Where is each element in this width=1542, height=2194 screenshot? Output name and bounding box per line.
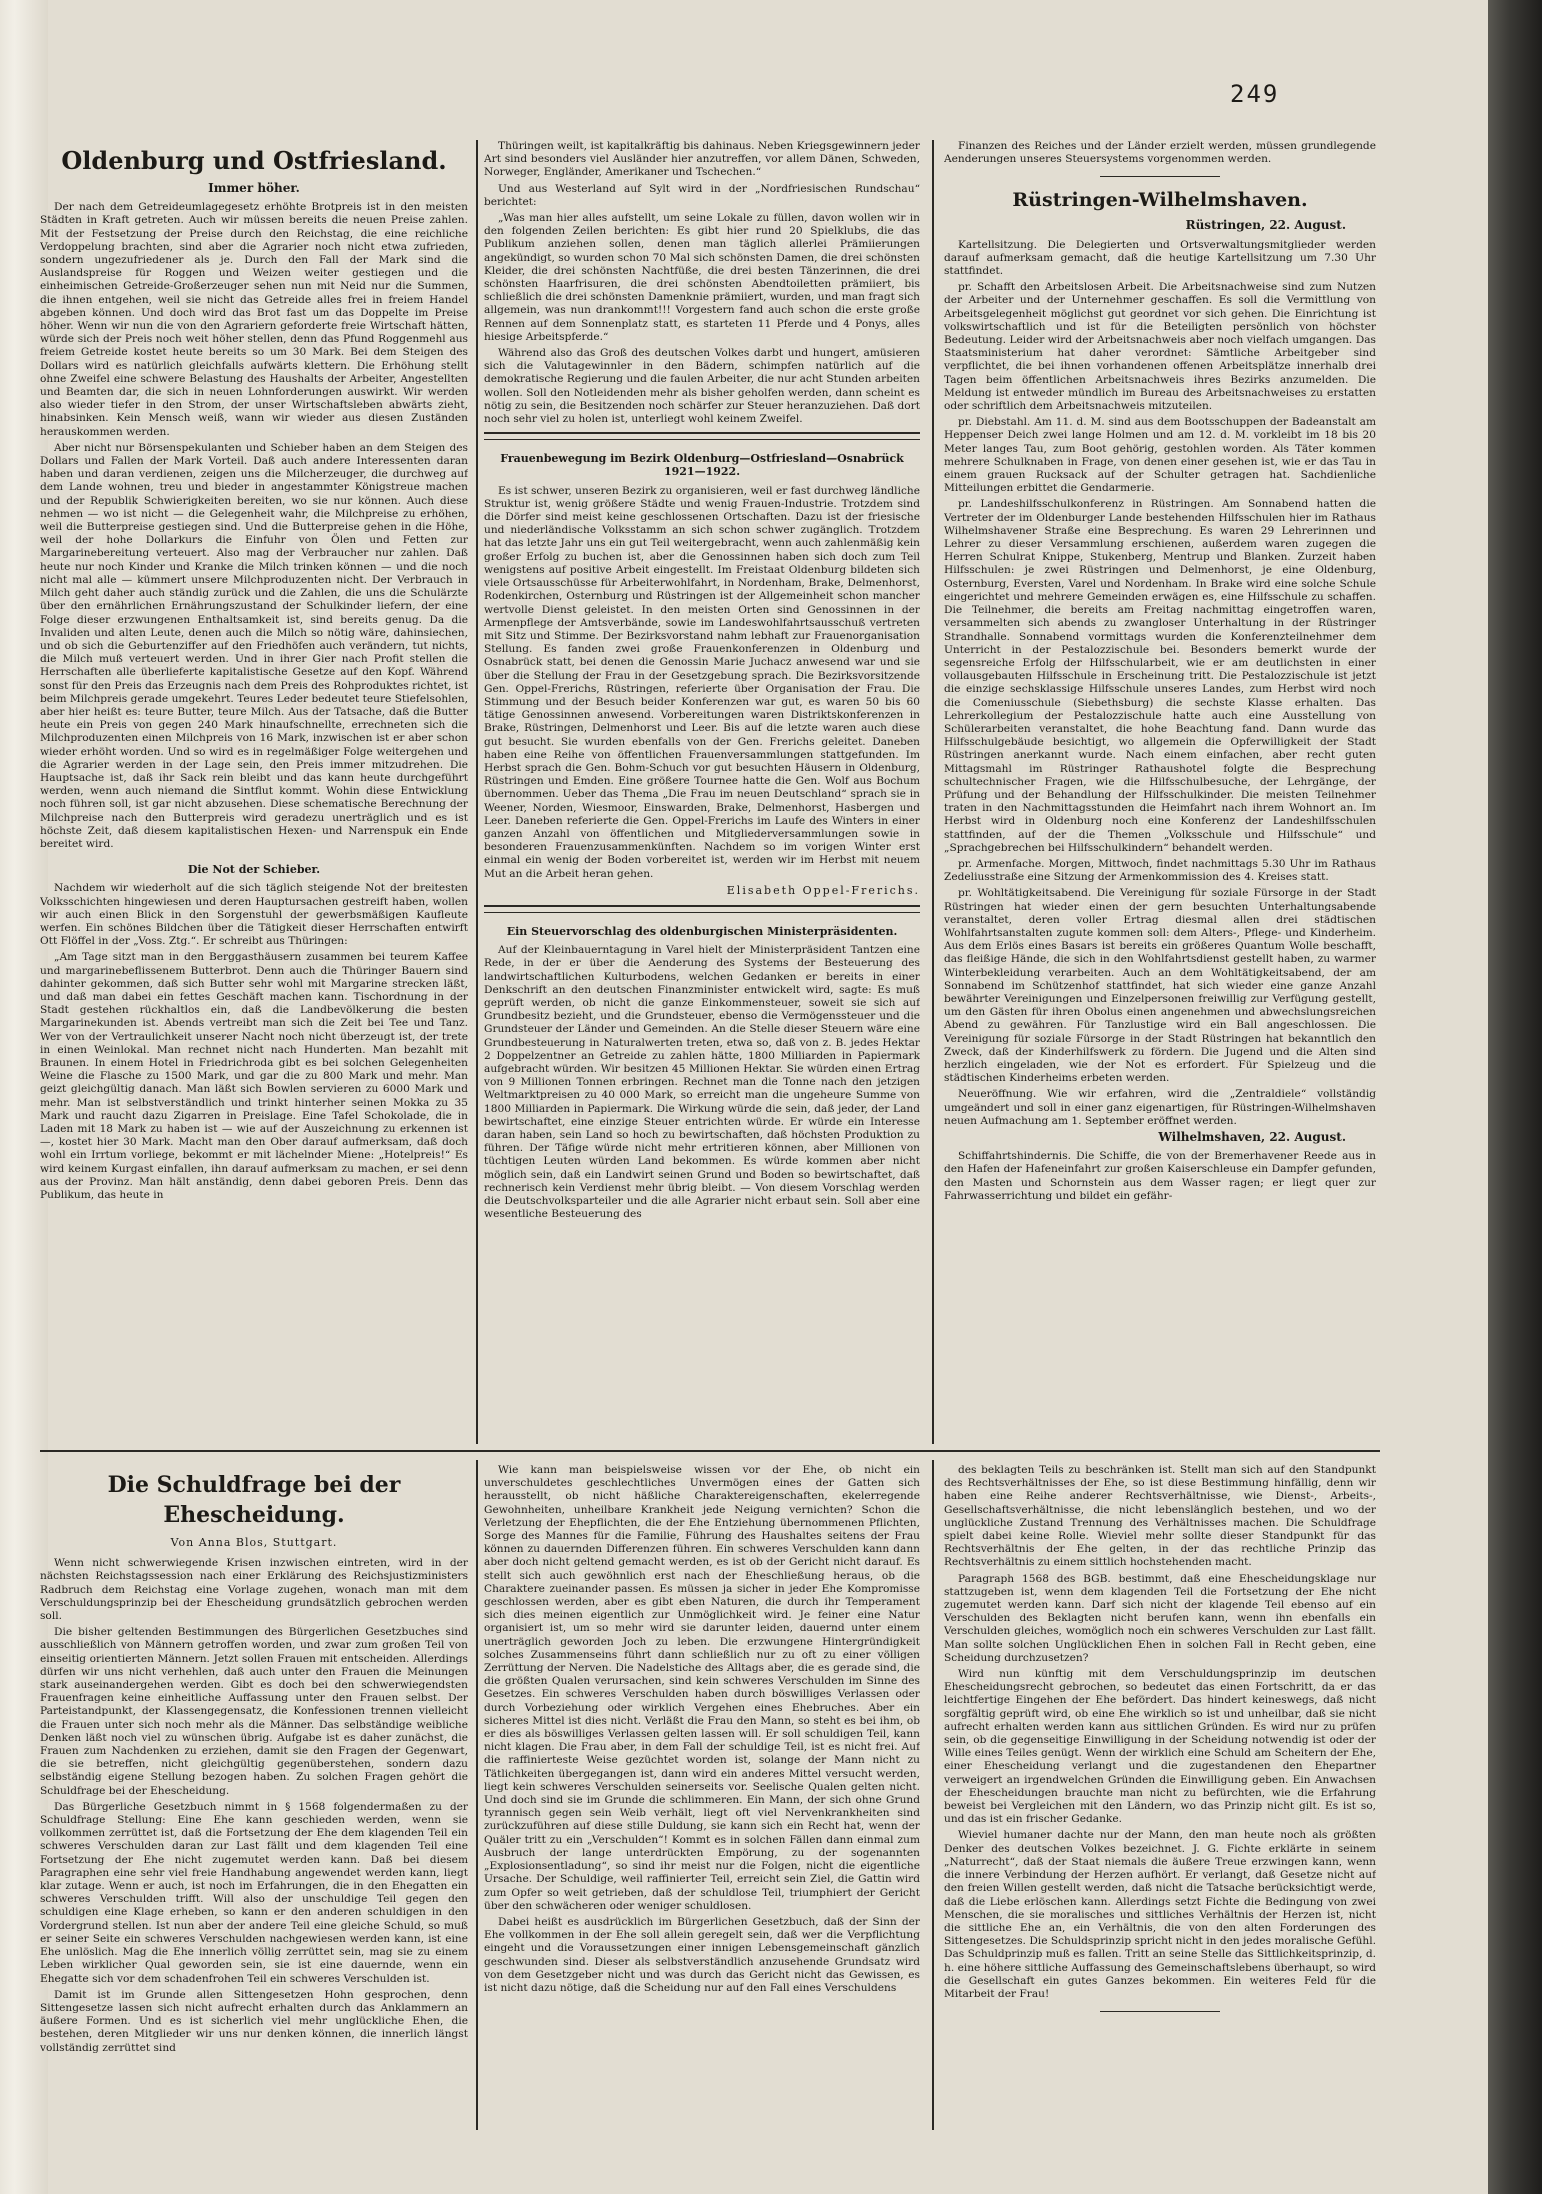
paragraph: pr. Schafft den Arbeitslosen Arbeit. Die Arbeitsnachweise sind zum Nutzen der Arbeiter und der Unternehmer geschaffen. Es soll die Vermittlung von Arbeitsgelegenheit möglichst gut geordnet vor sich gehen. Die Einrichtung ist volkswirtschaftlich und ist für die Beteiligten persönlich von höchster Bedeutung. Leider wird der Arbeitsnachweis aber noch vielfach umgangen. Das Staatsministerium hat daher verordnet: Sämtliche Arbeitgeber sind verpflichtet, die bei ihnen vorhandenen offenen Arbeitsplätze innerhalb drei Tagen beim öffentlichen Arbeitsnachweis ihres Bezirks anzumelden. Die Meldung ist entweder mündlich im Bureau des Arbeitsnachweises zu erstatten oder schriftlich dem Arbeitsnachweis mitzuteilen.	[944, 281, 1376, 413]
column-divider	[476, 140, 478, 1444]
paragraph: Und aus Westerland auf Sylt wird in der „Nordfriesischen Rundschau“ berichtet:	[484, 182, 920, 208]
section-heading-steuervorschlag: Ein Steuervorschlag des oldenburgischen Ministerpräsidenten.	[506, 924, 898, 938]
paragraph: pr. Wohltätigkeitsabend. Die Vereinigung für soziale Fürsorge in der Stadt Rüstringen hat wieder einen der gern besuchten Unterhaltungsabende veranstaltet, deren voller Ertrag diesmal allen drei städtischen Wohlfahrtsanstalten zugute kommen soll: dem Alters-, Pflege- und Kinderheim. Aus dem Erlös eines Basars ist bereits ein größeres Quantum Wolle beschafft, das fleißige Hände, die sich in den Wohlfahrtsdienst gestellt haben, zu warmer Winterbekleidung verarbeiten. Auch an dem Wohltätigkeitsabend, der am Sonnabend im Schützenhof stattfindet, hat sich wieder eine ganze Anzahl bewährter Vereinigungen und Einzelpersonen freiwillig zur Verfügung gestellt, um den Gästen für ihren Obolus einen angenehmen und abwechslungsreichen Abend zu gewähren. Für Tanzlustige wird ein Ball angeschlossen. Die Vereinigung für soziale Fürsorge in der Stadt Rüstringen hat bekanntlich den Zweck, daß der Kinderhilfswerk zu fördern. Die Jugend und die Alten sind herzlich eingeladen, wie der Not es erfordert. Für Spielzeug und die städtischen Kinderheims erbeten werden.	[944, 887, 1376, 1085]
paragraph: pr. Landeshilfsschulkonferenz in Rüstringen. Am Sonnabend hatten die Vertreter der im Oldenburger Lande bestehenden Hilfsschulen hier im Rathaus Wilhelmshavener Straße eine Besprechung. Es waren 29 Lehrerinnen und Lehrer zu dieser Versammlung erschienen, außerdem waren zugegen die Herren Schulrat Knippe, Stukenberg, Mentrup und Blanken. Zurzeit haben Hilfsschulen: je zwei Rüstringen und Delmenhorst, je eine Oldenburg, Osternburg, Eversten, Varel und Nordenham. In Brake wird eine solche Schule eingerichtet und mehrere Gemeinden erwägen es, eine Hilfsschule zu schaffen. Die Teilnehmer, die bereits am Freitag nachmittag eingetroffen waren, versammelten sich abends zu zwangloser Unterhaltung in der Rüstringer Strandhalle. Sonnabend vormittags wurden die Konferenzteilnehmer dem Unterricht in der Pestalozzischule bei. Besonders bemerkt wurde der segensreiche Erfolg der Hilfsschularbeit, wie er am deutlichsten in einer vollausgebauten Hilfsschule in Erscheinung tritt. Die Pestalozzischule ist jetzt die einzige sechsklassige Hilfsschule unseres Landes, zum Herbst wird noch die Comeniusschule (Siebethsburg) die sechste Klasse erhalten. Das Lehrerkollegium der Pestalozzischule hatte auch eine Ausstellung von Schülerarbeiten veranstaltet, die hohe Beachtung fand. Dann wurde das Hilfsschulgebäude besichtigt, wo allgemein die Opferwilligkeit der Stadt Rüstringen anerkannt wurde. Nach einem einfachen, aber recht guten Mittagsmahl im Rüstringer Rathaushotel folgte die Besprechung schultechnischer Fragen, wie die Hilfsschulbesuche, der Lehrgänge, der Prüfung und der Behandlung der Hilfsschulkinder. Die meisten Teilnehmer traten in den Nachmittagsstunden die Heimfahrt nach ihrem Wohnort an. Im Herbst wird in Oldenburg noch eine Konferenz der Landeshilfsschulen stattfinden, auf der die Themen „Volksschule und Hilfsschule“ und „Sprachgebrechen bei Hilfsschulkindern“ behandelt werden.	[944, 498, 1376, 854]
dateline: Rüstringen, 22. August.	[1185, 218, 1346, 233]
separator-rule	[1100, 176, 1220, 177]
paragraph: Thüringen weilt, ist kapitalkräftig bis dahinaus. Neben Kriegsgewinnern jeder Art sind besonders viel Ausländer hier anzutreffen, vor allem Dänen, Schweden, Norweger, Engländer, Amerikaner und Tschechen.“	[484, 140, 920, 179]
paragraph: Wieviel humaner dachte nur der Mann, den man heute noch als größten Denker des deutschen Volkes bezeichnet. J. G. Fichte erklärte in seinem „Naturrecht“, daß der Staat niemals die äußere Treue erzwingen kann, wenn die innere Verbindung der Herzen aufhört. Er verlangt, daß Gesetze nicht auf den freien Willen gestellt werden, daß nicht die Tatsache berücksichtigt werde, daß die Liebe erlöschen kann. Allerdings setzt Fichte die Bedingung von zwei Menschen, die sie moralisches und sittliches Verhältnis der Herzen ist, nicht die sittliche Ehe an, ein Verhältnis, die von den alten Forderungen des Sittengesetzes. Die Schuldsprinzip spricht nicht in den jedes moralische Gefühl. Das Schuldprinzip muß es fallen. Tritt an seine Stelle das Sittlichkeitsprinzip, d. h. eine höhere sittliche Auffassung des Gemeinschaftslebens überhaupt, so wird die Gesellschaft ein gutes Ganzes bekommen. Ein weiteres Feld für die Mitarbeit der Frau!	[944, 1829, 1376, 2000]
column-1	[40, 140, 468, 1442]
article-subtitle: Immer höher.	[208, 181, 300, 195]
column-divider	[476, 1460, 478, 2130]
column-4	[40, 1464, 468, 2124]
paragraph: Aber nicht nur Börsenspekulanten und Schieber haben an dem Steigen des Dollars und Fallen der Mark Vorteil. Daß auch andere Interessenten daran haben und daran verdienen, zeigen uns die Milcherzeuger, die durchweg auf dem Lande wohnen, treu und bieder in angestammter Königstreue machen und der Republik Schwierigkeiten bereiten, wo sie nur können. Auch diese nehmen — wo ist nicht — die Gelegenheit wahr, die Milchpreise zu erhöhen, weil die Butterpreise gestiegen sind. Und die Butterpreise gehen in die Höhe, weil der hohe Dollarkurs die Einfuhr von Ölen und Fetten zur Margarinebereitung verteuert. Also mag der Verbraucher nur zahlen. Daß heute nur noch Kinder und Kranke die Milch trinken können — und die noch nicht mal alle — kümmert unsere Milchproduzenten nicht. Der Verbrauch in Milch geht daher auch ständig zurück und die Zahlen, die uns die Schulärzte über den ernährlichen Ernährungszustand der Schulkinder liefern, der eine Folge dieser erzwungenen Enthaltsamkeit ist, sind bereits genug. Da die Invaliden und alten Leute, denen auch die Milch so nötig wäre, dahinsiechen, und ob sich die Geburtenziffer auf den Friedhöfen auch verändern, tut nichts, die Milch muß verteuert werden. Und in ihrer Gier nach Profit stellen die Herrschaften alle überlieferte kapitalistische Gesetze auf den Kopf. Während sonst für den Preis das Erzeugnis nach dem Preis des Rohproduktes richtet, ist beim Milchpreis gerade umgekehrt. Teures Leder bedeutet teure Stiefelsohlen, aber hier heißt es: teure Butter, teure Milch. Aus der Tatsache, daß die Butter heute ein Preis von gegen 240 Mark hinaufschnellte, errechneten sich die Milchproduzenten einen Milchpreis von 16 Mark, inzwischen ist er aber schon wieder erhöht worden. Und so wird es in regelmäßiger Folge weitergehen und die Agrarier werden in der Lage sein, den Preis immer mitzudrehen. Die Hauptsache ist, daß ihr Sack rein bleibt und das kann heute durchgeführt werden, wenn auch niemand die Sintflut kommt. Wohin diese Entwicklung noch führen soll, ist gar nicht abzusehen. Diese schematische Berechnung der Milchpreise nach den Butterpreis wird geradezu unerträglich und es ist höchste Zeit, daß diesem kapitalistischen Hexen- und Narrenspuk ein Ende bereitet wird.	[40, 441, 468, 850]
column-3	[944, 140, 1376, 1310]
column-5	[484, 1464, 920, 2124]
paragraph: Schiffahrtshindernis. Die Schiffe, die von der Bremerhavener Reede aus in den Hafen der Hafeneinfahrt zur großen Kaiserschleuse ein Dampfer gefunden, den Masten und Schornstein aus dem Wasser ragen; er liegt quer zur Fahrwasserrichtung und bildet ein gefähr-	[944, 1150, 1376, 1202]
paragraph: „Was man hier alles aufstellt, um seine Lokale zu füllen, davon wollen wir in den folgenden Zeilen berichten: Es gibt hier rund 20 Spielklubs, die das Publikum anziehen sollen, denen man täglich allerlei Prämiierungen angekündigt, so wurden schon 70 Mal sich schönsten Damen, die drei schönsten Kleider, die drei schönsten Nachtfüße, die drei besten Tänzerinnen, die drei schönsten Haarfrisuren, die drei schönsten Abendtoiletten prämiiert, bis schließlich die drei schönsten Damenknie prämiiert, wurden, und man fragt sich allgemein, was nun drankommt!!! Vorgestern fand auch schon die erste große Rennen auf dem Sonnenplatz statt, es starteten 11 Pferde und 4 Ponys, alles hiesige Arbeitspferde.“	[484, 212, 920, 343]
section-heading-frauenbewegung: Frauenbewegung im Bezirk Oldenburg—Ostfriesland—Osnabrück 1921—1922.	[500, 452, 904, 479]
paragraph: Wenn nicht schwerwiegende Krisen inzwischen eintreten, wird in der nächsten Reichstagssession nach einer Erklärung des Reichsjustizministers Radbruch dem Reichstag eine Vorlage zugehen, wonach man mit dem Verschuldungsprinzip bei der Ehescheidung grundsätzlich gebrochen werden soll.	[40, 1557, 468, 1623]
section-title-ruestringen: Rüstringen-Wilhelmshaven.	[1012, 189, 1308, 212]
byline: Von Anna Blos, Stuttgart.	[170, 1536, 338, 1549]
paragraph: Neueröffnung. Wie wir erfahren, wird die „Zentraldiele“ vollständig umgeändert und soll in einer ganz eigenartigen, für Rüstringen-Wilhelmshaven neuen Aufmachung am 1. September eröffnet werden.	[944, 1088, 1376, 1127]
author-signature: Elisabeth Oppel-Frerichs.	[726, 883, 920, 897]
page-number: 249	[1230, 80, 1280, 108]
paragraph: Damit ist im Grunde allen Sittengesetzen Hohn gesprochen, denn Sittengesetze lassen sich nicht aufrecht erhalten durch das Anklammern an äußere Formen. Und es ist sicherlich viel mehr unglückliche Ehen, die bestehen, deren Mitglieder wir uns nur denken können, die innerlich längst vollständig zerrüttet sind	[40, 1988, 468, 2054]
column-6	[944, 1464, 1376, 2124]
section-heading-schieber: Die Not der Schieber.	[187, 863, 321, 877]
paragraph: Auf der Kleinbauerntagung in Varel hielt der Ministerpräsident Tantzen eine Rede, in der er über die Aenderung des Systems der Besteuerung des landwirtschaftlichen Kulturbodens, welchen Gedanken er bereits in einer Denkschrift an den deutschen Finanzminister entwickelt wird, sagte: Es muß geprüft werden, ob nicht die ganze Einkommensteuer, soweit sie sich auf Grundbesitz bezieht, und die Grundsteuer, ebenso die Vermögenssteuer und die Grundsteuer der Länder und Gemeinden. An die Stelle dieser Steuern wäre eine Grundbesteuerung in Naturalwerten treten, etwa so, daß von z. B. jedes Hektar 2 Doppelzentner an Getreide zu zahlen hätte, 1800 Milliarden in Papiermark aufgebracht würden. Wir besitzen 45 Millionen Hektar. Sie würden einen Ertrag von 9 Millionen Tonnen erbringen. Rechnet man die Tonne nach den jetzigen Weltmarktpreisen zu 40 000 Mark, so erreicht man die ungeheure Summe von 1800 Milliarden in Papiermark. Die Wirkung würde die sein, daß jeder, der Land bewirtschaftet, eine einzige Steuer entrichten würde. Er würde ein Interesse daran haben, sein Land so hoch zu bewirtschaften, daß höchsten Produktion zu führen. Der Täfige würde nicht mehr ertritieren können, aber Millionen von tüchtigen Leuten würden Land bekommen. Es würde kommen aber nicht möglich sein, daß ein Landwirt seinen Grund und Boden so bewirtschaftet, daß rechnerisch kein Verdienst mehr übrig bleibt. — Von diesem Vorschlag werden die Deutschvolksparteiler und die alle Agrarier nicht erbaut sein. Soll aber eine wesentliche Besteuerung des	[484, 944, 920, 1221]
paragraph: des beklagten Teils zu beschränken ist. Stellt man sich auf den Standpunkt des Rechtsverhältnisses der Ehe, so ist diese Bestimmung hinfällig, denn wir haben eine Reihe anderer Rechtsverhältnisse, wie Dienst-, Arbeits-, Gesellschaftsverhältnisse, die nicht lebenslänglich bestehen, und wo der unglückliche Zustand Trennung des Verhältnisses machen. Die Schuldfrage spielt dabei keine Rolle. Wieviel mehr sollte dieser Standpunkt für das Rechtsverhältnis der Ehe gelten, in der das rechtliche Prinzip das Rechtsverhältnis zu einem sittlich hochstehenden macht.	[944, 1464, 1376, 1569]
paragraph: Wie kann man beispielsweise wissen vor der Ehe, ob nicht ein unverschuldetes geschlechtliches Unvermögen eines der Gatten sich herausstellt, ob nicht häßliche Charaktereigenschaften, ekelerregende Gewohnheiten, unheilbare Krankheit jede Neigung vernichten? Schon die Verletzung der Ehepflichten, die der Ehe Entziehung übernommenen Pflichten, Sorge des Mannes für die Familie, Führung des Haushaltes seitens der Frau können zu dauernden Differenzen führen. Ein schweres Verschulden kann dann aber doch nicht geltend gemacht werden, es ist ob der Gericht nicht darauf. Es stellt sich auch gewöhnlich erst nach der Eheschließung heraus, ob die Charaktere zueinander passen. Es müssen ja sicher in jeder Ehe Kompromisse geschlossen werden, aber es gibt eben Naturen, die durch ihr Temperament sich dies meinen eigentlich zur Unmöglichkeit wird. Je feiner eine Natur organisiert ist, um so mehr wird sie darunter leiden, dauernd unter einem unerträglich geworden Joch zu leben. Die erzwungene Hintergründigkeit solches Zusammenseins führt dann schließlich nur zu oft zu einer völligen Zerrüttung der Nerven. Die Nadelstiche des Alltags aber, die es gerade sind, die die größten Qualen verursachen, sind kein schweres Verschulden im Sinne des Gesetzes. Ein schweres Verschulden haben durch böswilliges Verlassen oder durch Vorbeziehung oder wirklich Vergehen eines Ehebruches. Aber ein sicheres Mittel ist dies nicht. Verläßt die Frau den Mann, so steht es bei ihm, ob er dies als böswilliges Verlassen gelten lassen will. Er soll schuldigen Teil, kann nicht klagen. Die Frau aber, in dem Fall der schuldige Teil, ist es nicht frei. Auf die raffinierteste Weise gezüchtet worden ist, solange der Mann nicht zu Tätlichkeiten übergegangen ist, dann wird ein anderes Mittel versucht werden, liegt kein schweres Verschulden seinerseits vor. Seelische Qualen gelten nicht. Und doch sind sie im Grunde die schlimmeren. Ein Mann, der sich ohne Grund tyrannisch gegen sein Weib verhält, liegt oft viel Nervenkrankheiten sind zurückzuführen auf diese stille Duldung, sie kann sich ein Recht hat, wenn der Quäler tritt zu ein „Verschulden“! Kommt es in solchen Fällen dann einmal zum Ausbruch der lange unterdrückten Empörung, zu der sogenannten „Explosionsentladung“, so sind ihr meist nur die Folgen, nicht die eigentliche Ursache. Der Schuldige, weil raffinierter Teil, erreicht sein Ziel, die Gattin wird zum Opfer so weit getrieben, daß der schuldlose Teil, triumphiert der Gericht über den schwächeren oder weniger schuldlosen.	[484, 1464, 920, 1912]
article-title-oldenburg: Oldenburg und Ostfriesland.	[61, 146, 447, 175]
paragraph: Nachdem wir wiederholt auf die sich täglich steigende Not der breitesten Volksschichten hingewiesen und deren Hauptursachen gestreift haben, wollen wir auch einen Blick in den Sorgenstuhl der gewerbsmäßigen Kaufleute werfen. Ein schönes Bildchen über die Tätigkeit dieser Herrschaften entwirft Ott Flöffel in der „Voss. Ztg.“. Er schreibt aus Thüringen:	[40, 882, 468, 948]
paragraph: Paragraph 1568 des BGB. bestimmt, daß eine Ehescheidungsklage nur stattzugeben ist, wenn dem klagenden Teil die Fortsetzung der Ehe nicht zugemutet werden kann. Darf sich nicht der klagende Teil ebenso auf ein Verschulden des Beklagten nicht berufen kann, wenn ihn ebenfalls ein Verschulden gleiches, womöglich noch ein schweres Verschulden zur Last fällt. Man sollte solchen Unglücklichen Ehen in solchen Fall in Recht geben, eine Scheidung durchzusetzen?	[944, 1572, 1376, 1664]
paragraph: Finanzen des Reiches und der Länder erzielt werden, müssen grundlegende Aenderungen unseres Steuersystems vorgenommen werden.	[944, 140, 1376, 166]
paragraph: Der nach dem Getreideumlagegesetz erhöhte Brotpreis ist in den meisten Städten in Kraft getreten. Auch wir müssen bereits die neuen Preise zahlen. Mit der Festsetzung der Preise durch den Reichstag, die eine reichliche Verdoppelung brachten, sind aber die Agrarier noch nicht etwa zufrieden, sondern ungezufriedener als je. Durch den Fall der Mark sind die Auslandspreise für Roggen und Weizen weiter gestiegen und die einheimischen Getreide-Großerzeuger sehen nun mit Neid nur die Summen, die ihnen entgehen, weil sie nicht das Getreide alles frei in freiem Handel abgeben können. Und doch wird das Brot fast um das Doppelte im Preise höher. Wenn wir nun die von den Agrariern geforderte freie Wirtschaft hätten, würde sich der Preis noch weit höher stellen, denn das Pfund Roggenmehl aus freiem Getreide kostet heute bereits so um 30 Mark. Bei dem Steigen des Dollars wird es natürlich gleichfalls aufwärts klettern. Die Erhöhung stellt ohne Zweifel eine schwere Belastung des Haushalts der Arbeiter, Angestellten und Beamten dar, die sich in neuen Lohnforderungen auswirkt. Wir werden also wieder tiefer in den Strom, der unser Wirtschaftsleben abwärts zieht, hinabsinken. Kein Mensch weiß, wann wir wieder aus diesen Zuständen herauskommen werden.	[40, 201, 468, 438]
paragraph: Kartellsitzung. Die Delegierten und Ortsverwaltungsmitglieder werden darauf aufmerksam gemacht, daß die heutige Kartellsitzung um 7.30 Uhr stattfindet.	[944, 238, 1376, 278]
paragraph: Die bisher geltenden Bestimmungen des Bürgerlichen Gesetzbuches sind ausschließlich von Männern getroffen worden, und zwar zum großen Teil von einseitig orientierten Männern. Jetzt sollen Frauen mit entscheiden. Allerdings dürfen wir uns nicht verhehlen, daß auch unter den Frauen die Meinungen stark auseinandergehen werden. Gibt es doch bei den schwerwiegendsten Frauenfragen keine einheitliche Auffassung unter den Frauen selbst. Der Parteistandpunkt, der Klassengegensatz, die Konfessionen trennen vielleicht die Frauen unter sich noch mehr als die Männer. Das selbständige weibliche Denken läßt noch viel zu wünschen übrig. Aufgabe ist es daher zunächst, die Frauen zum Nachdenken zu erziehen, damit sie den Fragen der Gegenwart, die sie betreffen, nicht gleichgültig gegenüberstehen, sondern dazu selbständig eigene Stellung bezogen haben. Zu solchen Fragen gehört die Schuldfrage bei der Ehescheidung.	[40, 1626, 468, 1797]
article-title-schuldfrage: Die Schuldfrage bei der Ehescheidung.	[107, 1472, 401, 1528]
paragraph: „Am Tage sitzt man in den Berggasthäusern zusammen bei teurem Kaffee und margarinebeflissenem Butterbrot. Denn auch die Thüringer Bauern sind dahinter gekommen, daß sich Butter sehr wohl mit Margarine strecken läßt, und daß man dabei ein fettes Geschäft machen kann. Tischordnung in der Stadt gestehen rückhaltlos ein, daß die Landbevölkerung die besten Margarinekunden ist. Abends vertreibt man sich die Zeit bei Tee und Tanz. Wer von der Vertraulichkeit unserer Nacht noch nicht überzeugt ist, der trete in einen Weinlokal. Man rechnet nicht nach Hunderten. Man bezahlt mit Braunen. In einem Hotel in Friedrichroda gibt es bei solchen Gelegenheiten Weine die Flasche zu 1500 Mark, und gar die zu 800 Mark und mehr. Man geizt gleichgültig danach. Man läßt sich Bowlen servieren zu 6000 Mark und mehr. Man ist selbstverständlich und trinkt hinterher seinen Mokka zu 35 Mark und raucht dazu Zigarren in Preislage. Eine Tafel Schokolade, die in Laden mit 18 Mark zu haben ist — wie auf der Auszeichnung zu erkennen ist —, kostet hier 30 Mark. Macht man den Ober darauf aufmerksam, daß doch wohl ein Irrtum vorliege, bekommt er mit lächelnder Miene: „Hotelpreis!“ Es wird keinem Kurgast einfallen, ihn darauf aufmerksam zu machen, er sei denn aus der Provinz. Man hält anständig, denn dabei geboren Preis. Denn das Publikum, das heute in	[40, 951, 468, 1202]
column-divider	[932, 140, 934, 1444]
column-divider	[932, 1460, 934, 2130]
paragraph: Das Bürgerliche Gesetzbuch nimmt in § 1568 folgendermaßen zu der Schuldfrage Stellung: Eine Ehe kann geschieden werden, wenn sie vollkommen zerrüttet ist, daß die Fortsetzung der Ehe dem klagenden Teil ein schweres Verschulden daran zur Last fällt und dem klagenden Teil eine Fortsetzung der Ehe nicht zugemutet werden kann. Daß bei diesem Paragraphen eine sehr viel freie Handhabung angewendet werden kann, liegt klar zutage. Wenn er auch, ist noch im Erfahrungen, die in den Ehegatten ein schweres Verschulden trifft. Will also der unschuldige Teil gegen den schuldigen eine Klage erheben, so kann er den anderen schuldigen in den Vordergrund stellen. Ist nun aber der andere Teil eine gleiche Schuld, so muß er seiner Seite ein schweres Verschulden nachgewiesen werden kann, ist eine Ehe unlöslich. Mag die Ehe innerlich völlig zerrüttet sein, mag sie zu einem Leben wirklicher Qual geworden sein, sie ist eine dauernde, wenn ein Ehegatte sich vor dem schadenfrohen Teil ein schweres Verschulden ist.	[40, 1800, 468, 1985]
paragraph: pr. Diebstahl. Am 11. d. M. sind aus dem Bootsschuppen der Badeanstalt am Heppenser Deich zwei lange Holmen und am 12. d. M. vorkleibt im 18 bis 20 Meter langes Tau, zum Boot gehörig, gestohlen worden. Als Täter kommen mehrere Schulknaben in Frage, von denen einer gesehen ist, wie er das Tau in einem grauen Rucksack auf der Schulter getragen hat. Sachdienliche Mitteilungen erbittet die Gendarmerie.	[944, 416, 1376, 495]
paragraph: Es ist schwer, unseren Bezirk zu organisieren, weil er fast durchweg ländliche Struktur ist, wenig größere Städte und wenig Frauen-Industrie. Trotzdem sind die Dörfer sind meist keine geschlossenen Ortschaften. Dazu ist der friesische und niederländische Volksstamm an sich schon schwer zugänglich. Trotzdem hat das letzte Jahr uns ein gut Teil weitergebracht, wenn auch zahlenmäßig kein großer Erfolg zu buchen ist, aber die Genossinnen haben sich doch zum Teil wenigstens auf positive Arbeit eingestellt. Im Freistaat Oldenburg bildeten sich viele Ortsausschüsse für Arbeiterwohlfahrt, in Nordenham, Brake, Delmenhorst, Rodenkirchen, Osternburg und Rüstringen ist der Allgemeinheit schon mancher wertvolle Dienst geleistet. In den meisten Orten sind Genossinnen in der Armenpflege der Amtsverbände, sowie im Landeswohlfahrtsausschuß vertreten mit Sitz und Stimme. Der Bezirksvorstand nahm lebhaft zur Frauenorganisation Stellung. Es fanden zwei große Frauenkonferenzen in Oldenburg und Osnabrück statt, bei denen die Genossin Marie Juchacz anwesend war und sie über die Stellung der Frau in der Gesetzgebung sprach. Die Bezirksvorsitzende Gen. Oppel-Frerichs, Rüstringen, referierte über Organisation der Frau. Die Stimmung und der Besuch beider Konferenzen war gut, es waren 50 bis 60 tätige Genossinnen anwesend. Vorbereitungen waren Distriktskonferenzen in Brake, Rüstringen, Delmenhorst und Leer. Bis auf die letzte waren auch diese gut besucht. Sie wurden ebenfalls von der Gen. Frerichs geleitet. Daneben haben eine Reihe von öffentlichen Frauenversammlungen stattgefunden. Im Herbst sprach die Gen. Bohm-Schuch vor gut besuchten Häusern in Oldenburg, Rüstringen und Emden. Eine größere Tournee hatte die Gen. Wolf aus Bochum übernommen. Ueber das Thema „Die Frau im neuen Deutschland“ sprach sie in Weener, Norden, Wiesmoor, Einswarden, Brake, Delmenhorst, Hasbergen und Leer. Daneben referierte die Gen. Oppel-Frerichs im Laufe des Winters in einer ganzen Anzahl von öffentlichen und Mitgliederversammlungen sowie in besonderen Frauenzusammenkünften. Nachdem so im vorigen Winter erst einmal ein wenig der Boden vorbereitet ist, werden wir im Herbst mit neuem Mut an die Arbeit heran gehen.	[484, 484, 920, 880]
end-rule	[1100, 2011, 1220, 2012]
book-edge	[1488, 0, 1542, 2194]
paragraph: Dabei heißt es ausdrücklich im Bürgerlichen Gesetzbuch, daß der Sinn der Ehe vollkommen in der Ehe soll allein geregelt sein, daß wer die Verpflichtung eingeht und die Voraussetzungen einer innigen Lebensgemeinschaft gänzlich geschwunden sind. Dieser als selbstverständlich anzusehende Grundsatz wird von dem Gesetzgeber nicht und was durch das Gericht nicht das Gewissen, es ist nicht dazu nötige, daß die Scheidung nur auf den Fall eines Verschuldens	[484, 1915, 920, 1994]
paragraph: Wird nun künftig mit dem Verschuldungsprinzip im deutschen Ehescheidungsrecht gebrochen, so bedeutet das einen Fortschritt, da er das leichtfertige Eingehen der Ehe befördert. Das hindert keineswegs, daß nicht sorgfältig geprüft wird, ob eine Ehe wirklich so ist und unheilbar, daß sie nicht aufrecht erhalten werden kann aus sittlichen Gründen. Es wird nur zu prüfen sein, ob die gegenseitige Einwilligung in der Scheidung notwendig ist oder der Wille eines Teiles genügt. Wenn der wirklich eine Schuld am Scheitern der Ehe, einer Ehescheidung verlangt und die zugestandenen den Ehepartner verweigert an irgendwelchen Gründen die Einwilligung geben. Ein Anwachsen der Ehescheidungen brauchte man nicht zu befürchten, wie die Erfahrung beweist bei Vergleichen mit den Ländern, wo das Prinzip nicht gilt. Es ist so, und das ist ein frischer Gedanke.	[944, 1668, 1376, 1826]
paragraph: pr. Armenfache. Morgen, Mittwoch, findet nachmittags 5.30 Uhr im Rathaus Zedeliusstraße eine Sitzung der Armenkommission des 4. Kreises statt.	[944, 857, 1376, 884]
section-rule	[484, 432, 920, 440]
section-rule	[484, 905, 920, 913]
horizontal-divider	[40, 1450, 1380, 1452]
column-2	[484, 140, 920, 1442]
paragraph: Während also das Groß des deutschen Volkes darbt und hungert, amüsieren sich die Valutagewinnler in den Bädern, schimpfen natürlich auf die demokratische Regierung und die faulen Arbeiter, die nur acht Stunden arbeiten wollen. Soll den Notleidenden mehr als bisher geholfen werden, dann scheint es nötig zu sein, die Besitzenden noch schärfer zur Steuer heranzuziehen. Daß dort noch sehr viel zu holen ist, unterliegt wohl keinem Zweifel.	[484, 347, 920, 426]
dateline: Wilhelmshaven, 22. August.	[1158, 1130, 1346, 1145]
